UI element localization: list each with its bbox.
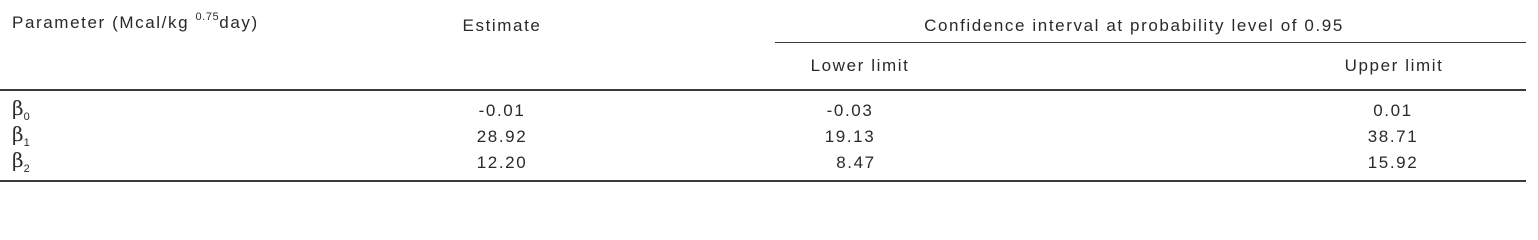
header-lower-limit: Lower limit (810, 56, 910, 75)
beta-symbol: β (12, 148, 24, 172)
row-estimate: 12.20 (476, 153, 528, 172)
header-confidence-interval: Confidence interval at probability level of 0.95 (924, 16, 1344, 35)
beta-subscript: 1 (23, 137, 30, 149)
header-upper-limit: Upper limit (1344, 56, 1444, 75)
header-parameter-label: Parameter (Mcal/kg (12, 13, 190, 32)
header-estimate: Estimate (462, 16, 542, 35)
row-lower-limit: -0.03 (826, 101, 874, 120)
header-parameter (12, 11, 259, 32)
row-upper-limit: 0.01 (1373, 101, 1413, 120)
row-parameter (12, 148, 30, 175)
row-lower-limit: 8.47 (836, 153, 876, 172)
row-upper-limit: 15.92 (1367, 153, 1419, 172)
row-parameter (12, 96, 30, 123)
beta-subscript: 0 (23, 111, 30, 123)
beta-symbol: β (12, 122, 24, 146)
header-bottom-rule (0, 89, 1526, 91)
header-parameter-suffix: day) (219, 13, 259, 32)
beta-subscript: 2 (23, 163, 30, 175)
table-bottom-rule (0, 180, 1526, 182)
row-parameter (12, 122, 30, 149)
row-upper-limit: 38.71 (1367, 127, 1419, 146)
beta-symbol: β (12, 96, 24, 120)
ci-divider-line (775, 42, 1526, 43)
header-parameter-exponent: 0.75 (195, 11, 220, 23)
row-lower-limit: 19.13 (824, 127, 876, 146)
row-estimate: -0.01 (478, 101, 526, 120)
row-estimate: 28.92 (476, 127, 528, 146)
